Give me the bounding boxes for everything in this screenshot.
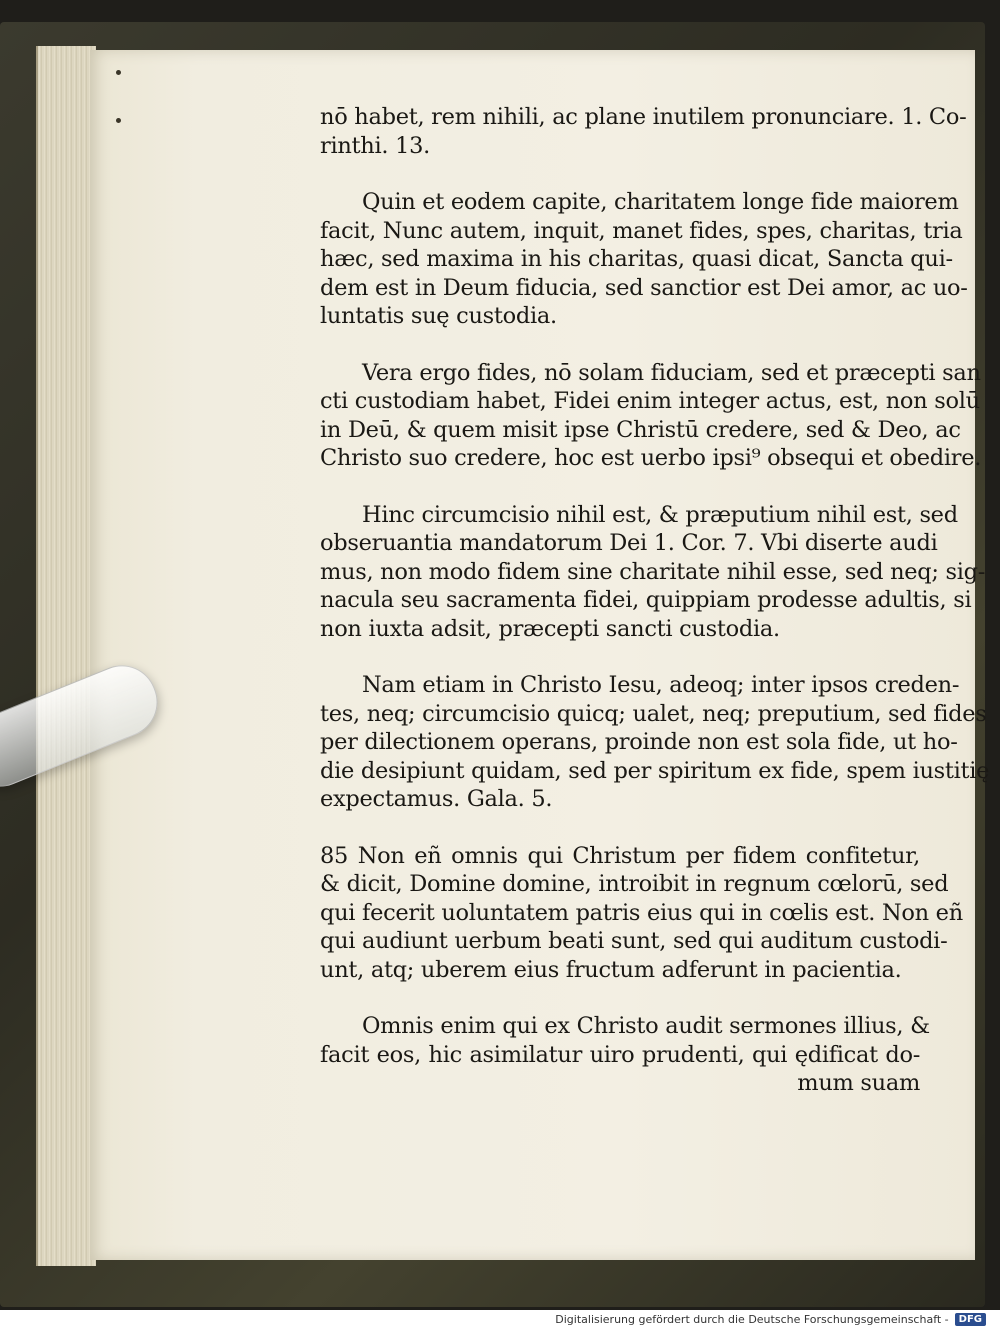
text-line: hæc, sed maxima in his charitas, quasi dicat, Sancta qui-	[320, 246, 953, 272]
text-line: Vera ergo fides, nō solam fiduciam, sed et præcepti san	[362, 359, 981, 386]
text-line: Christo suo credere, hoc est uerbo ipsi⁹ obsequi et obedire.	[320, 445, 982, 471]
text-line: obseruantia mandatorum Dei 1. Cor. 7. Vbi diserte audi	[320, 530, 938, 556]
text-line: expectamus. Gala. 5.	[320, 786, 553, 812]
footer	[555, 1311, 986, 1327]
paragraph-7	[320, 1012, 930, 1098]
text-line: tes, neq; circumcisio quicq; ualet, neq; preputium, sed fides	[320, 700, 987, 727]
text-line: luntatis suę custodia.	[320, 303, 557, 329]
text-line: Quin et eodem capite, charitatem longe fide maiorem	[362, 189, 959, 215]
text-line: 85 Non eñ omnis qui Christum per fidem confitetur,	[320, 842, 920, 869]
text-line: facit, Nunc autem, inquit, manet fides, spes, charitas, tria	[320, 217, 963, 244]
page-edges	[36, 46, 96, 1266]
text-line: nacula seu sacramenta fidei, quippiam prodesse adultis, si	[320, 587, 972, 613]
paragraph-6	[320, 842, 963, 985]
text-line: mus, non modo fidem sine charitate nihil esse, sed neq; sig-	[320, 558, 986, 585]
text-line: Nam etiam in Christo Iesu, adeoq; inter ipsos creden-	[362, 672, 960, 698]
text-line: die desipiunt quidam, sed per spiritum ex fide, spem iustitię	[320, 757, 990, 784]
paragraph-3	[320, 359, 982, 473]
paragraph-2	[320, 188, 968, 331]
text-line: Omnis enim qui ex Christo audit sermones illius, &	[362, 1013, 930, 1039]
text-line: unt, atq; uberem eius fructum adferunt in pacientia.	[320, 956, 902, 983]
text-line: rinthi. 13.	[320, 132, 430, 159]
text-line: Hinc circumcisio nihil est, & præputium nihil est, sed	[362, 501, 958, 528]
paragraph-4	[320, 501, 986, 644]
paragraph-5	[320, 671, 990, 814]
text-line: cti custodiam habet, Fidei enim integer actus, est, non solū	[320, 388, 980, 414]
page-text	[320, 103, 990, 1098]
text-line: non iuxta adsit, præcepti sancti custodia.	[320, 615, 780, 642]
text-line: facit eos, hic asimilatur uiro prudenti, qui ędificat do-	[320, 1041, 920, 1068]
text-line: nō habet, rem nihili, ac plane inutilem pronunciare. 1. Co-	[320, 104, 967, 130]
catchword: mum suam	[797, 1070, 920, 1096]
paragraph-1	[320, 103, 967, 160]
text-line: & dicit, Domine domine, introibit in regnum cœlorū, sed	[320, 871, 949, 897]
margin-dot	[116, 70, 121, 75]
text-line: qui fecerit uoluntatem patris eius qui in cœlis est. Non eñ	[320, 899, 963, 926]
text-line: qui audiunt uerbum beati sunt, sed qui auditum custodi-	[320, 928, 948, 954]
text-line: dem est in Deum fiducia, sed sanctior est Dei amor, ac uo-	[320, 274, 968, 301]
text-line: in Deū, & quem misit ipse Christū credere, sed & Deo, ac	[320, 416, 961, 443]
text-line: per dilectionem operans, proinde non est sola fide, ut ho-	[320, 729, 958, 755]
footer-credit: Digitalisierung gefördert durch die Deutsche Forschungsgemeinschaft -	[555, 1312, 949, 1326]
margin-dot	[116, 118, 121, 123]
dfg-logo: DFG	[955, 1313, 986, 1326]
